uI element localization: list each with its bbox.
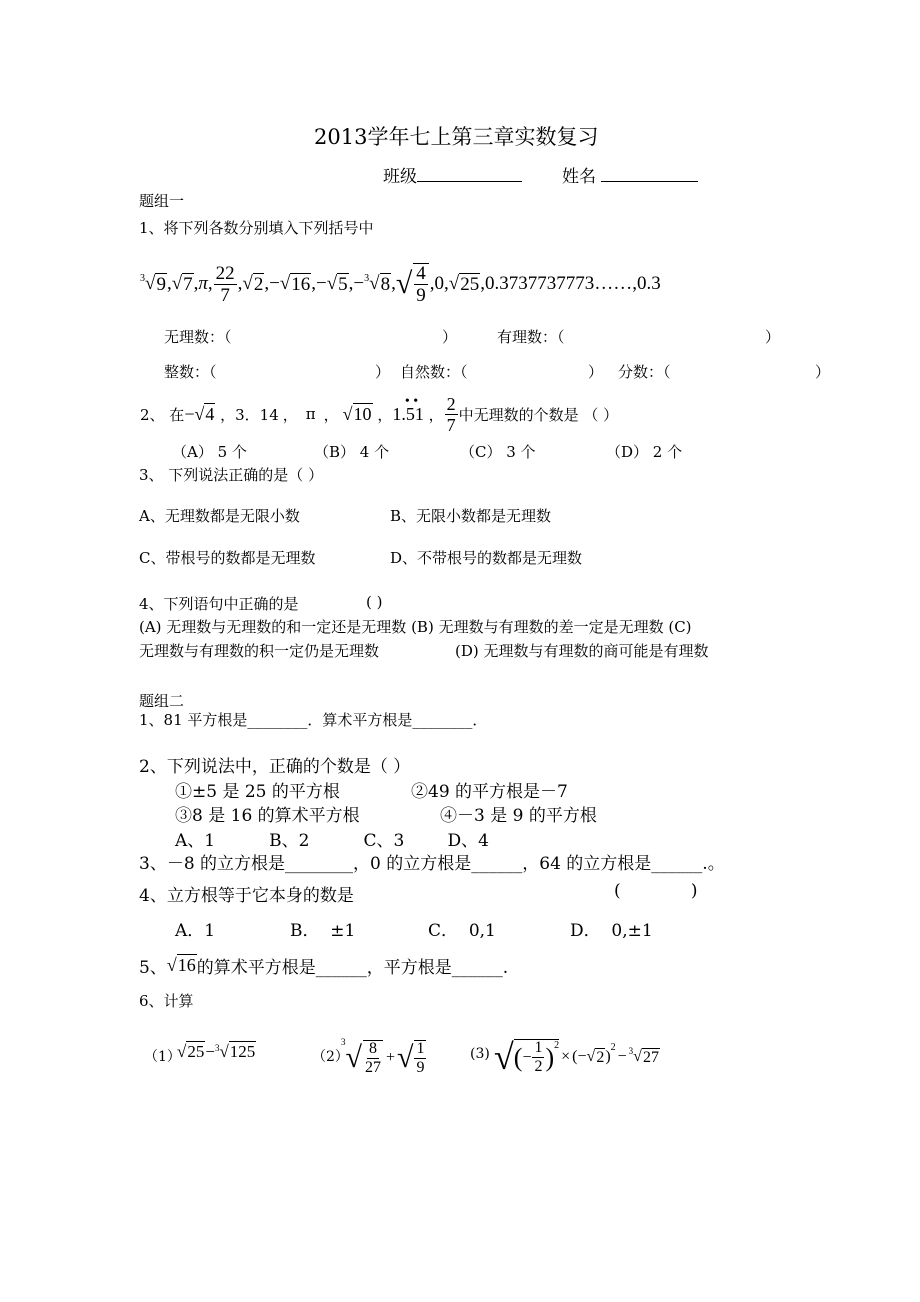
cat-fraction-open: 分数：（ [618,363,671,381]
g1-q3-option-d[interactable]: D、不带根号的数都是无理数 [390,549,583,567]
calc-1-expr: √25−$^3$√125 [177,1042,256,1061]
g2-q3: 3、－8 的立方根是________，0 的立方根是______，64 的立方根是______.。 [139,854,725,874]
g1-q1-stem: 1、将下列各数分别填入下列括号中 [139,219,374,237]
name-blank[interactable] [601,167,698,182]
g2-q4-option-d[interactable]: D． 0,±1 [570,921,653,941]
g2-q4-option-c[interactable]: C． 0,1 [428,921,496,941]
class-blank[interactable] [417,167,522,182]
group2-label: 题组二 [139,692,185,710]
g2-q1: 1、81 平方根是________．算术平方根是________． [139,711,488,729]
g1-q2-option-c[interactable]: （C） 3 个 [460,443,536,461]
g2-q6-stem: 6、计算 [139,992,194,1010]
g1-q3-option-c[interactable]: C、带根号的数都是无理数 [139,549,316,567]
cat-irrational-open: 无理数：（ [164,328,232,346]
class-field [383,162,522,187]
g1-q1-tail: 0.3737737773……,0.3 [484,273,661,294]
g2-q4-paren: ( ) [614,881,698,901]
g2-q2-s3: ③8 是 16 的算术平方根 [175,806,360,826]
cat-integer-close: ） [375,363,391,381]
g1-q2-prefix: 2、 在 [140,405,185,424]
g1-q2-comma1: ， [282,405,298,424]
cat-irrational-close: ） [442,328,458,346]
g1-q3-option-b[interactable]: B、无限小数都是无理数 [390,507,552,525]
g1-q2-comma2: ， [323,405,339,424]
cat-fraction-close: ） [815,363,831,381]
g1-q3-option-a[interactable]: A、无理数都是无限小数 [139,507,300,525]
g2-q2-s1: ①±5 是 25 的平方根 [175,782,340,802]
calc-3-expr: √ ( − $\frac{1}{2}$ ) 2 × (−√ 2 ) 2 − 3 √ 27 [494,1037,659,1077]
g2-q4-option-a[interactable]: A．1 [175,921,216,941]
cat-rational-close: ） [765,328,781,346]
cat-integer-open: 整数：（ [164,363,217,381]
g2-q5-text: 的算术平方根是______，平方根是______. [196,958,509,978]
g2-q2-s2: ②49 的平方根是－7 [411,782,568,802]
g1-q2-pi: π [305,405,316,423]
g2-q5: 5、 √16 的算术平方根是______，平方根是______. [139,955,509,978]
g1-q4-stem: 4、下列语句中正确的是 [139,595,299,613]
g1-q2-option-d[interactable]: （D） 2 个 [606,443,683,461]
page-title: 2013学年七上第三章实数复习 [314,125,599,149]
g2-q4-stem: 4、立方根等于它本身的数是 [139,886,354,906]
g1-q2-stem: 2、 在 −√4 ， 3．14 ， π ， √10 ， 1.51 • • ， $\frac{2}{7}$ 中无理数的个数是 （ ） [140,393,619,435]
g2-q5-prefix: 5、 [139,958,167,978]
g1-q2-option-a[interactable]: （A） 5 个 [172,443,247,461]
calc-3-label: (3) [470,1046,490,1062]
g1-q4-paren: ( ) [366,593,383,611]
calc-2-label: （2） [312,1049,349,1065]
g2-q4-option-b[interactable]: B． ±1 [290,921,356,941]
g1-q4-line1: (A) 无理数与无理数的和一定还是无理数 (B) 无理数与有理数的差一定是无理数 (C) [139,618,692,636]
g1-q1-number-list: 3 √ 9 , √ 7 , π , $\frac{22}{7}$ , √ 2 ,− √ 16 ,− √ 5 ,− 3 √ 8 , √ $\frac{4}{9}$ ,0, √ 25 , 0.3737737773……,0.3 [140,262,661,306]
g1-q2-option-b[interactable]: （B） 4 个 [314,443,390,461]
cat-natural-open: 自然数：（ [400,363,468,381]
calc-1-label: （1） [144,1049,181,1065]
name-field [562,162,698,187]
g1-q4-line2b: (D) 无理数与有理数的商可能是有理数 [455,642,709,660]
g2-q2-s4: ④－3 是 9 的平方根 [440,806,597,826]
g2-q2-options[interactable]: A、1 B、2 C、3 D、4 [175,831,489,851]
group1-label: 题组一 [139,192,185,210]
g1-q4-line2a: 无理数与有理数的积一定仍是无理数 [139,642,380,660]
cat-natural-close: ） [588,363,604,381]
name-label: 姓名 [562,167,596,187]
g2-q2-stem: 2、下列说法中，正确的个数是（ ） [139,757,411,777]
g1-q2-suffix: 中无理数的个数是 （ ） [458,405,619,424]
g1-q2-item-314: 3．14 [235,405,279,424]
calc-2-expr: 3 √ $\frac{8}{27}$ + √ $\frac{1}{9}$ [341,1037,425,1076]
class-label: 班级 [383,167,417,187]
g1-q3-stem: 3、 下列说法正确的是（ ） [139,466,324,484]
cat-rational-open: 有理数：（ [497,328,565,346]
